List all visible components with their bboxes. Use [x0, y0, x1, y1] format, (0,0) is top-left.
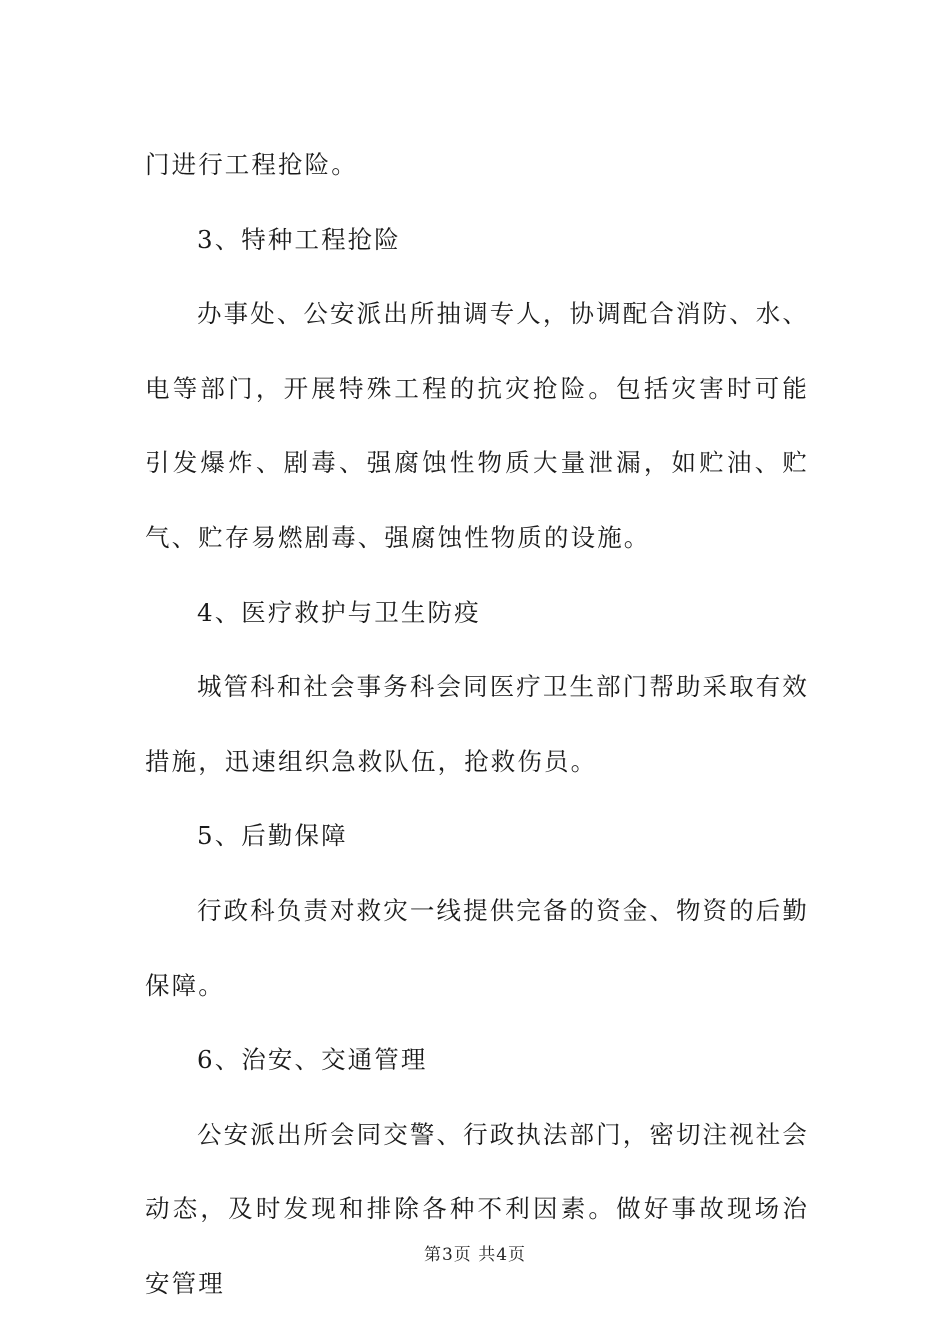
section-heading-5: 5、后勤保障 [197, 821, 348, 851]
paragraph-medical-rescue: 城管科和社会事务科会同医疗卫生部门帮助采取有效措施，迅速组织急救队伍，抢救伤员。 [145, 672, 809, 776]
paragraph-security-traffic: 公安派出所会同交警、行政执法部门，密切注视社会动态，及时发现和排除各种不利因素。做好事故现场治安管理 [145, 1119, 809, 1298]
page-footer: 第3页 共4页 [423, 1245, 527, 1265]
section-heading-4: 4、医疗救护与卫生防疫 [197, 597, 481, 627]
section-heading-3: 3、特种工程抢险 [197, 224, 401, 254]
paragraph-special-engineering: 办事处、公安派出所抽调专人，协调配合消防、水、电等部门，开展特殊工程的抗灾抢险。包括灾害时可能引发爆炸、剧毒、强腐蚀性物质大量泄漏，如贮油、贮气、贮存易燃剧毒、强腐蚀性物质的设施。 [145, 299, 809, 552]
paragraph-logistics: 行政科负责对救灾一线提供完备的资金、物资的后勤保障。 [145, 895, 809, 1000]
document-body [145, 128, 809, 1322]
paragraph-continuation: 门进行工程抢险。 [145, 150, 358, 179]
section-heading-6: 6、治安、交通管理 [197, 1045, 428, 1075]
